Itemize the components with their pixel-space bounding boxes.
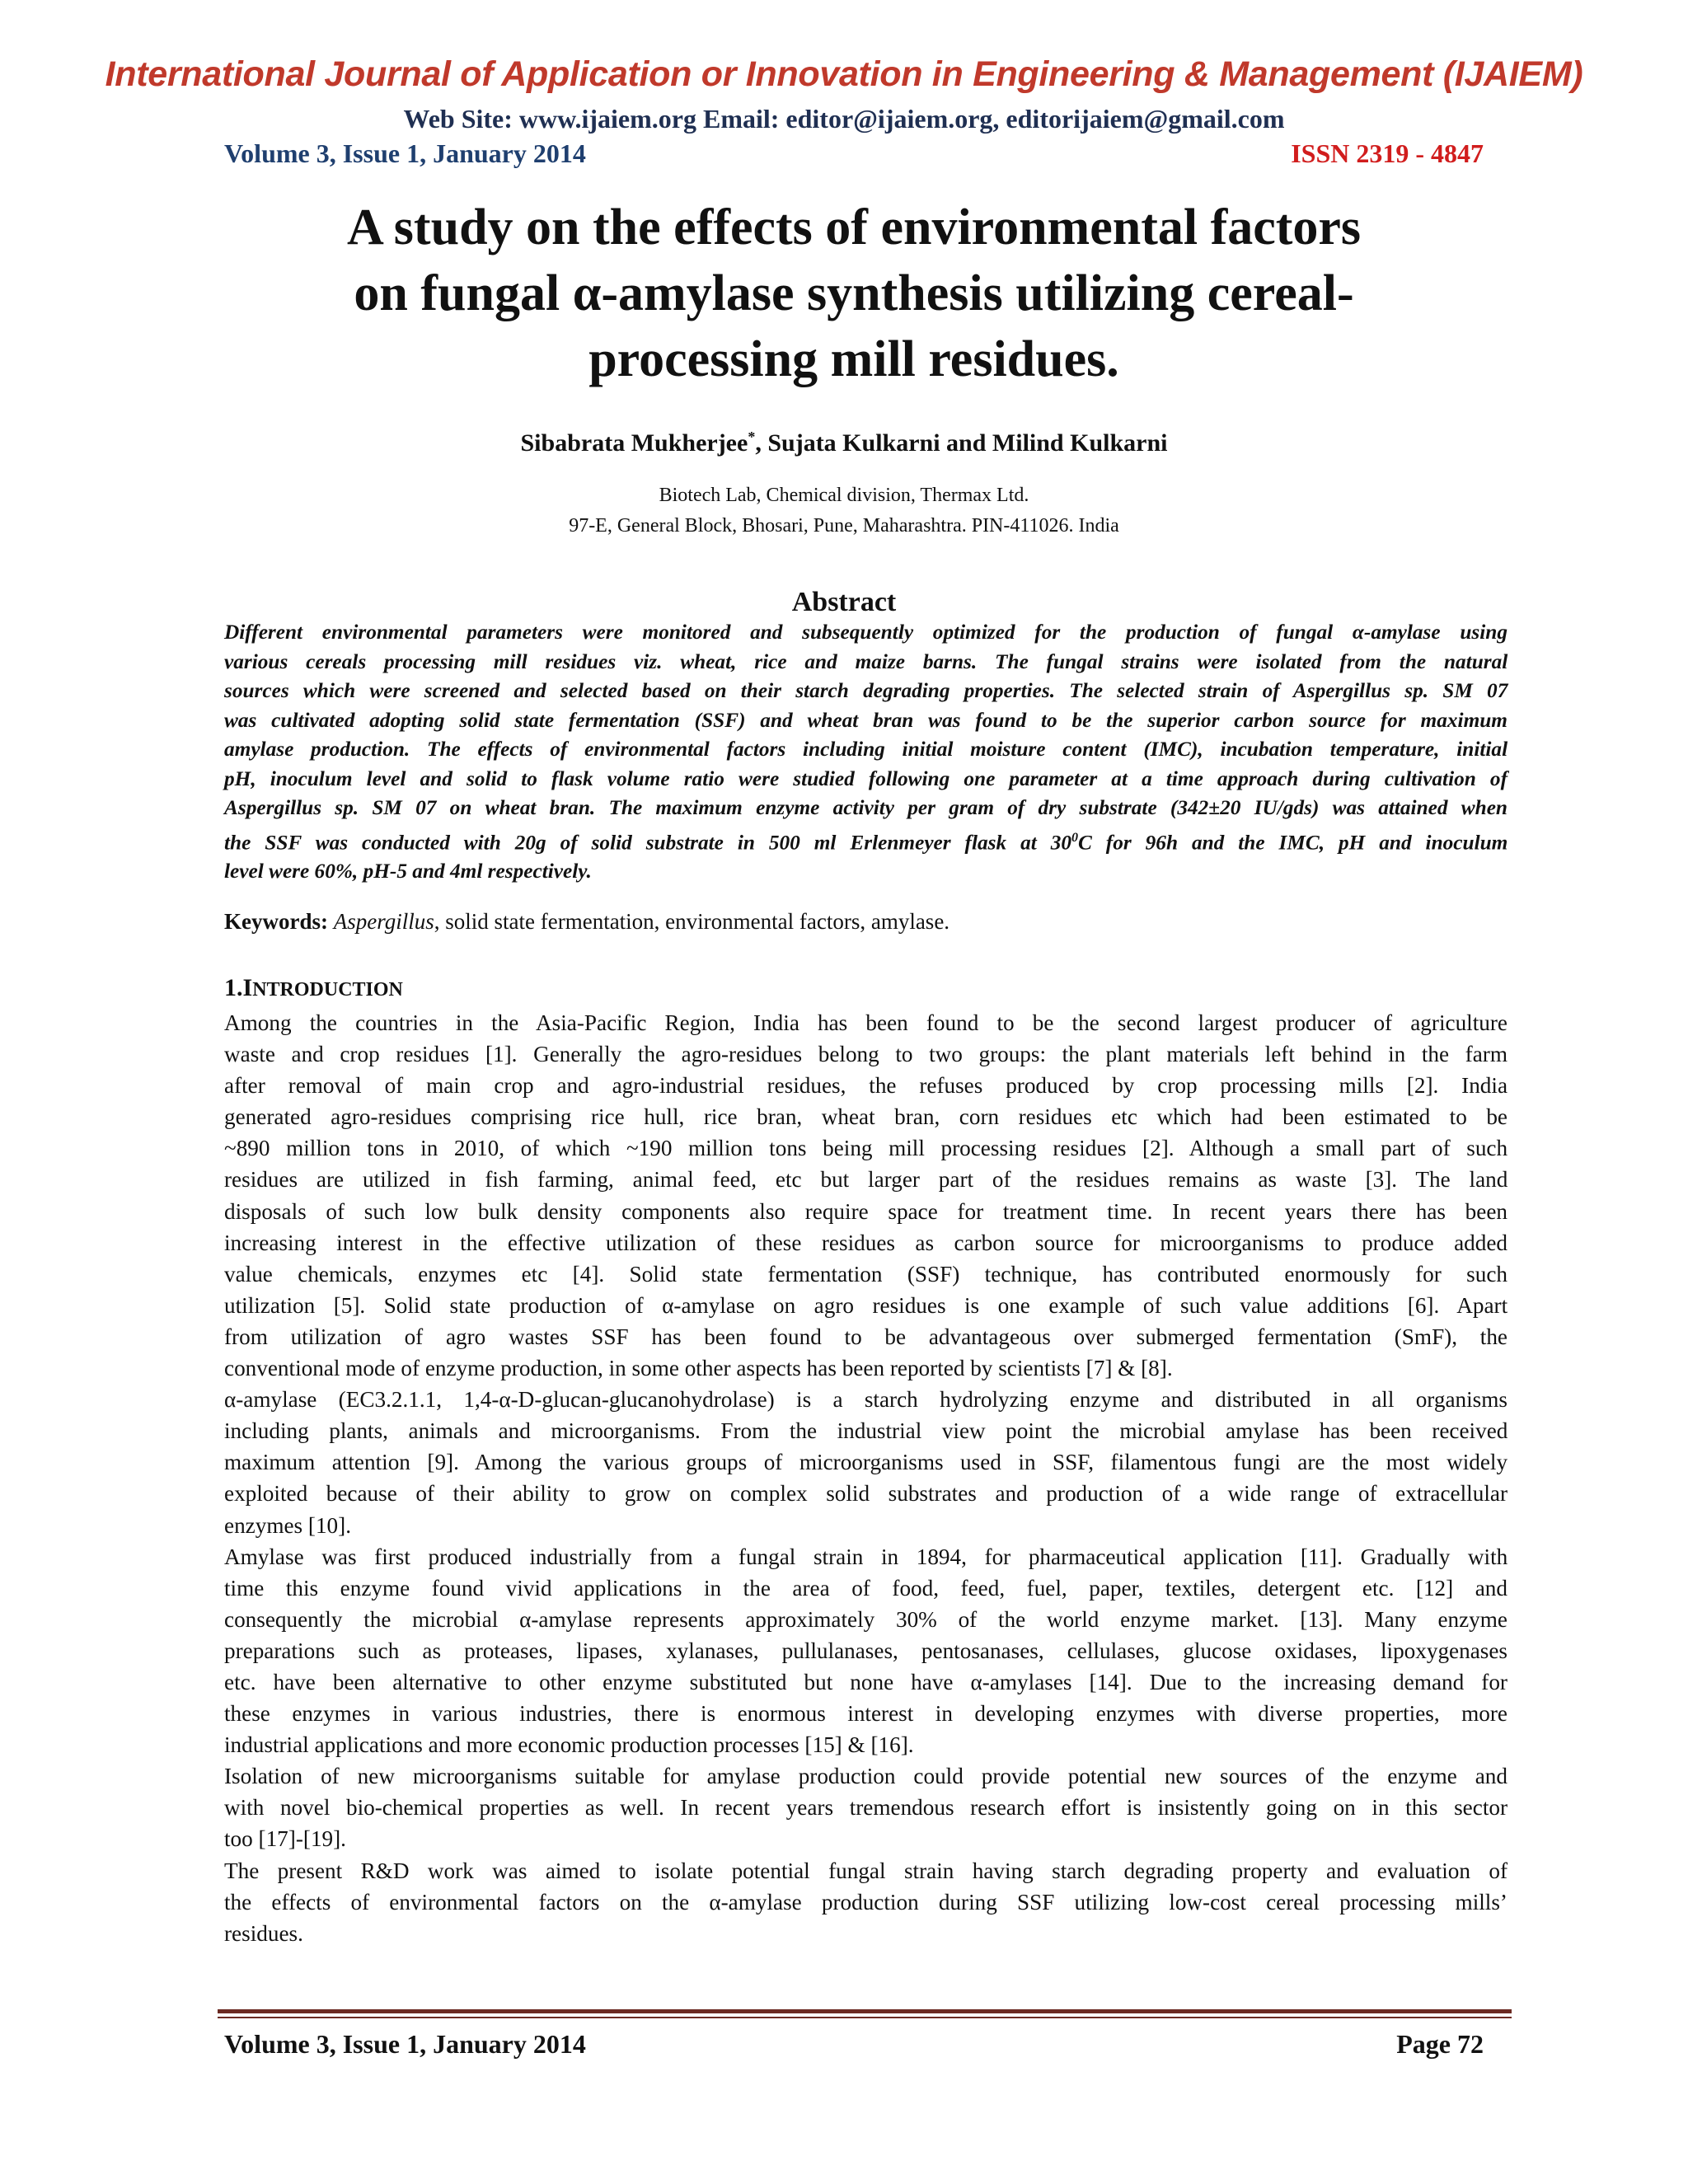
abstract-line-text: the SSF was conducted with 20g of solid substrate in 500 ml Erlenmeyer flask at 30 [224,830,1071,854]
abstract-line: amylase production. The effects of environmental factors including initial moisture content (IMC), incubation temperature, initial [224,738,1508,761]
intro-line: increasing interest in the effective utilization of these residues as carbon source for microorganisms to produce added [224,1230,1507,1255]
intro-line: with novel bio-chemical properties as well. In recent years tremendous research effort is insistently going on in this sector [224,1795,1508,1821]
abstract-line: sources which were screened and selected based on their starch degrading properties. The selected strain of Aspergillus sp. SM 07 [224,679,1508,702]
intro-line: time this enzyme found vivid applications in the area of food, feed, fuel, paper, textiles, detergent etc. [12] and [224,1575,1507,1601]
intro-line: conventional mode of enzyme production, in some other aspects has been reported by scientists [7] & [8]. [224,1356,1173,1381]
introduction-body [224,1007,1507,1949]
issn: ISSN 2319 - 4847 [1291,138,1484,168]
abstract-line: various cereals processing mill residues viz. wheat, rice and maize barns. The fungal strains were isolated from the natural [224,649,1508,673]
intro-line: The present R&D work was aimed to isolate potential fungal strain having starch degrading property and evaluation of [224,1858,1507,1883]
section-initial: I [242,974,253,1001]
intro-line: the effects of environmental factors on the α-amylase production during SSF utilizing low-cost cereal processing mills’ [224,1889,1507,1915]
keyword-genus: Aspergillus [333,909,434,934]
intro-line: these enzymes in various industries, there is enormous interest in developing enzymes with diverse properties, more [224,1701,1507,1727]
intro-line: too [17]-[19]. [224,1826,346,1852]
section-heading-introduction [224,974,403,1002]
intro-line: exploited because of their ability to grow on complex solid substrates and production of a wide range of extracellular [224,1481,1507,1507]
intro-line: etc. have been alternative to other enzyme substituted but none have α-amylases [14]. Due to the increasing demand for [224,1669,1507,1694]
intro-line: Among the countries in the Asia-Pacific Region, India has been found to be the second largest producer of agriculture [224,1010,1507,1035]
intro-line: waste and crop residues [1]. Generally the agro-residues belong to two groups: the plant materials left behind in the farm [224,1042,1507,1067]
volume-issue: Volume 3, Issue 1, January 2014 [224,138,586,168]
intro-line: maximum attention [9]. Among the various groups of microorganisms used in SSF, filamentous fungi are the most widely [224,1450,1508,1475]
volume-issn-line [224,138,1484,175]
intro-line: value chemicals, enzymes etc [4]. Solid state fermentation (SSF) technique, has contributed enormously for such [224,1261,1507,1286]
degree-superscript: 0 [1071,830,1078,845]
journal-title: International Journal of Application or Innovation in Engineering & Management (IJAIEM) [105,54,1583,94]
abstract-line [224,823,1507,858]
title-line: on fungal α-amylase synthesis utilizing cereal- [354,265,1354,321]
intro-line: preparations such as proteases, lipases, xylanases, pullulanases, pentosanases, cellulases, glucose oxidases, lipoxygenases [224,1638,1507,1663]
intro-line: including plants, animals and microorganisms. From the industrial view point the microbial amylase has been received [224,1418,1508,1444]
section-number: 1. [224,974,243,1001]
intro-line: after removal of main crop and agro-industrial residues, the refuses produced by crop processing mills [2]. India [224,1073,1508,1099]
footer-rule-thin [218,2017,1512,2018]
author-first: Sibabrata Mukherjee [520,429,748,457]
corresponding-mark: * [748,429,756,445]
section-title: NTRODUCTION [252,979,403,1001]
abstract-line: level were 60%, pH-5 and 4ml respectively. [224,860,592,883]
abstract-line: was cultivated adopting solid state fermentation (SSF) and wheat bran was found to be the superior carbon source for maximum [224,708,1507,732]
abstract-line: pH, inoculum level and solid to flask volume ratio were studied following one parameter at a time approach during cultivation of [224,766,1507,790]
affiliation-address: 97-E, General Block, Bhosari, Pune, Maharashtra. PIN-411026. India [569,515,1119,537]
intro-line: industrial applications and more economic production processes [15] & [16]. [224,1732,914,1758]
title-line: A study on the effects of environmental factors [346,199,1362,255]
intro-line: α-amylase (EC3.2.1.1, 1,4-α-D-glucan-glucanohydrolase) is a starch hydrolyzing enzyme and distributed in all organisms [224,1387,1507,1413]
intro-line: Isolation of new microorganisms suitable for amylase production could provide potential new sources of the enzyme and [224,1764,1507,1789]
title-line: processing mill residues. [588,331,1119,387]
intro-line: Amylase was first produced industrially from a fungal strain in 1894, for pharmaceutical application [11]. Gradually with [224,1544,1508,1569]
intro-line: from utilization of agro wastes SSF has been found to be advantageous over submerged fermentation (SmF), the [224,1324,1507,1349]
intro-line: ~890 million tons in 2010, of which ~190 million tons being mill processing residues [2]. Although a small part of such [224,1136,1508,1161]
paper-title [224,194,1484,392]
abstract-line: Different environmental parameters were monitored and subsequently optimized for the production of fungal α-amylase using [224,621,1507,644]
intro-line: disposals of such low bulk density components also require space for treatment time. In recent years there has been [224,1198,1507,1224]
page-number: Page 72 [1396,2029,1484,2059]
keywords-label: Keywords: [224,909,328,934]
journal-contact-line: Web Site: www.ijaiem.org Email: editor@ijaiem.org, editorijaiem@gmail.com [403,104,1285,134]
abstract-line-tail: C for 96h and the IMC, pH and inoculum [1078,830,1508,854]
author-rest: , Sujata Kulkarni and Milind Kulkarni [755,429,1168,457]
intro-line: residues. [224,1920,303,1946]
keywords-list: , solid state fermentation, environmental factors, amylase. [434,909,950,934]
intro-line: consequently the microbial α-amylase represents approximately 30% of the world enzyme market. [13]. Many enzyme [224,1606,1507,1632]
abstract-line: Aspergillus sp. SM 07 on wheat bran. The maximum enzyme activity per gram of dry substrate (342±20 IU/gds) was attained when [224,796,1507,819]
abstract-heading: Abstract [791,587,897,617]
footer-volume: Volume 3, Issue 1, January 2014 [224,2029,586,2059]
intro-line: utilization [5]. Solid state production of α-amylase on agro residues is one example of such value additions [6]. Apart [224,1292,1508,1318]
authors [0,429,1688,457]
keywords [224,909,950,935]
intro-line: generated agro-residues comprising rice hull, rice bran, wheat bran, corn residues etc which had been estimated to be [224,1104,1507,1130]
intro-line: enzymes [10]. [224,1512,352,1538]
footer-rule [218,2009,1512,2013]
abstract-body [224,618,1507,887]
intro-line: residues are utilized in fish farming, animal feed, etc but larger part of the residues remains as waste [3]. The land [224,1167,1508,1193]
affiliation-line: Biotech Lab, Chemical division, Thermax Ltd. [659,485,1029,506]
